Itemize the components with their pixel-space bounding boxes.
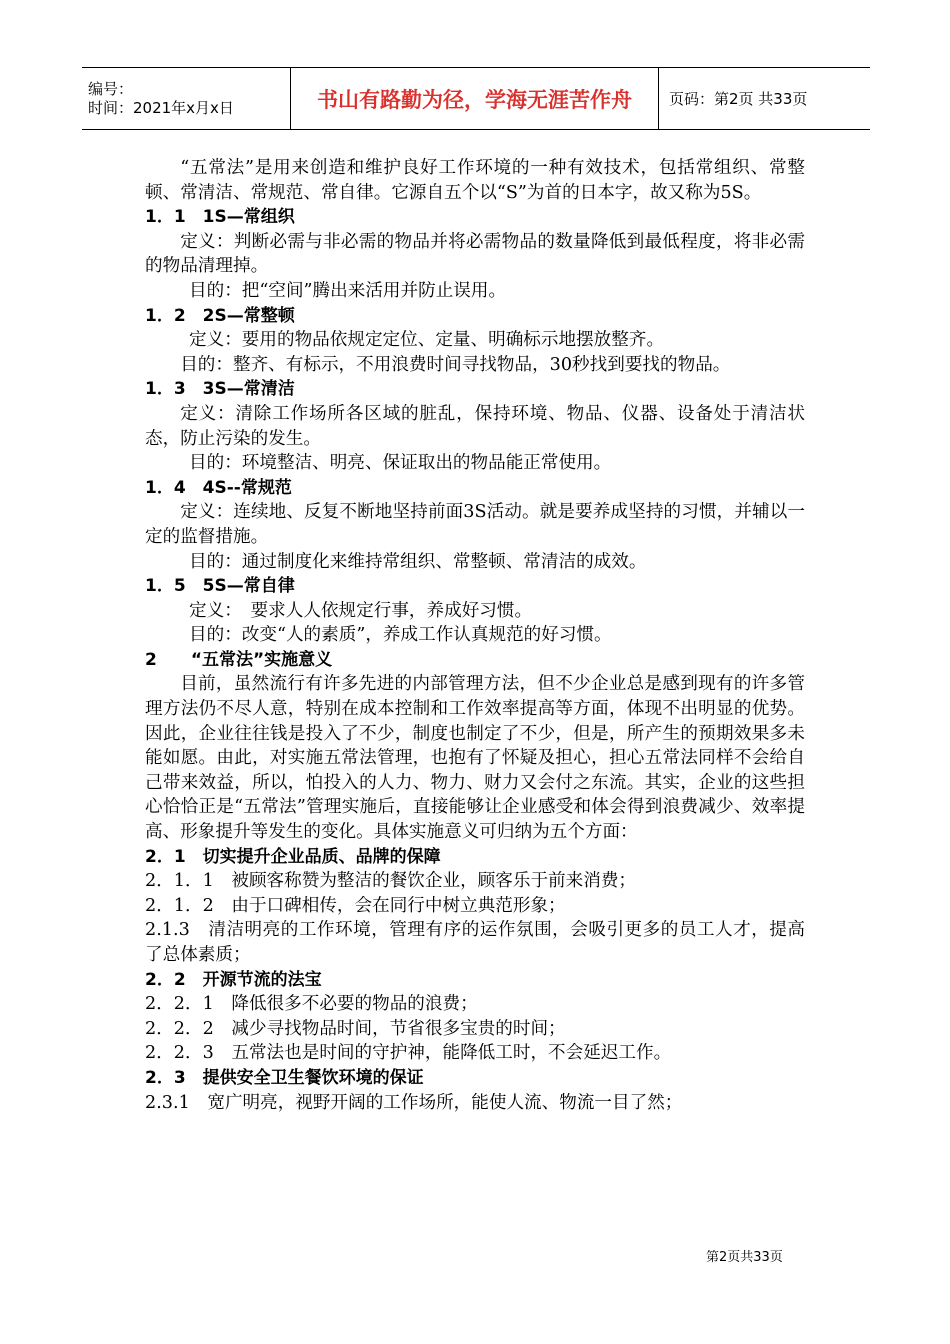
- list-item: 2.3.1 宽广明亮，视野开阔的工作场所，能使人流、物流一目了然；: [145, 1092, 683, 1113]
- list-item: 2．2．1 降低很多不必要的物品的浪费；: [145, 994, 478, 1015]
- section-heading: 2．3 提供安全卫生餐饮环境的保证: [145, 1067, 424, 1088]
- list-item: 2.1.3 清洁明亮的工作环境，管理有序的运作氛围，会吸引更多的员工人才，提高了总体素质；: [145, 920, 805, 965]
- date-label: 时间：2021年x月x日: [88, 98, 234, 117]
- section-heading: 2 “五常法”实施意义: [145, 649, 333, 670]
- section-heading: 1．3 3S—常清洁: [145, 379, 295, 400]
- header-meta: [82, 68, 291, 129]
- paragraph: 目的：改变“人的素质”，养成工作认真规范的好习惯。: [189, 625, 612, 646]
- paragraph: 定义：连续地、反复不断地坚持前面3S活动。就是要养成坚持的习惯，并辅以一定的监督措施。: [145, 502, 805, 547]
- paragraph: 目的：通过制度化来维持常组织、常整顿、常清洁的成效。: [189, 551, 647, 572]
- section-heading: 2．1 切实提升企业品质、品牌的保障: [145, 846, 441, 867]
- paragraph: 定义： 要求人人依规定行事，养成好习惯。: [189, 600, 533, 621]
- paragraph: 目的：整齐、有标示，不用浪费时间寻找物品，30秒找到要找的物品。: [180, 354, 731, 375]
- paragraph: 目前，虽然流行有许多先进的内部管理方法，但不少企业总是感到现有的许多管理方法仍不尽人意，特别在成本控制和工作效率提高等方面，体现不出明显的优势。因此，企业往往钱是投入了不少，制度也制定了不少，但是，所产生的预期效果多未能如愿。由此，对实施五常法管理，也抱有了怀疑及担心，担心五常法同样不会给自己带来效益，所以，怕投入的人力、物力、财力又会付之东流。其实，企业的这些担心恰恰正是“五常法”管理实施后，直接能够让企业感受和体会得到浪费减少、效率提高、形象提升等发生的变化。具体实施意义可归纳为五个方面：: [145, 674, 805, 843]
- page-footer: 第2页共33页: [706, 1250, 783, 1265]
- section-heading: 1．1 1S—常组织: [145, 207, 295, 228]
- header-page-info: 页码：第2页 共33页: [669, 90, 808, 108]
- section-heading: 1．2 2S—常整顿: [145, 305, 295, 326]
- section-heading: 2．2 开源节流的法宝: [145, 969, 322, 990]
- list-item: 2．1．2 由于口碑相传，会在同行中树立典范形象；: [145, 895, 566, 916]
- paragraph: 定义：判断必需与非必需的物品并将必需物品的数量降低到最低程度，将非必需的物品清理掉。: [145, 231, 805, 277]
- section-heading: 1．4 4S--常规范: [145, 477, 292, 498]
- section-heading: 1．5 5S—常自律: [145, 576, 295, 597]
- list-item: 2．2．2 减少寻找物品时间，节省很多宝贵的时间；: [145, 1018, 566, 1039]
- list-item: 2．2．3 五常法也是时间的守护神，能降低工时，不会延迟工作。: [145, 1043, 672, 1064]
- document-body: [145, 156, 805, 1115]
- paragraph: 定义：清除工作场所各区域的脏乱，保持环境、物品、仪器、设备处于清洁状态，防止污染的发生。: [145, 403, 805, 449]
- paragraph: “五常法”是用来创造和维护良好工作环境的一种有效技术，包括常组织、常整顿、常清洁、常规范、常自律。它源自五个以“S”为首的日本字，故又称为5S。: [145, 158, 805, 203]
- serial-label: 编号：: [88, 79, 134, 98]
- list-item: 2．1．1 被顾客称赞为整洁的餐饮企业，顾客乐于前来消费；: [145, 871, 637, 892]
- page-header: [82, 67, 870, 130]
- paragraph: 目的：把“空间”腾出来活用并防止误用。: [189, 280, 507, 301]
- header-motto: 书山有路勤为径，学海无涯苦作舟: [291, 68, 659, 129]
- paragraph: 目的：环境整洁、明亮、保证取出的物品能正常使用。: [189, 453, 612, 474]
- paragraph: 定义：要用的物品依规定定位、定量、明确标示地摆放整齐。: [189, 330, 665, 351]
